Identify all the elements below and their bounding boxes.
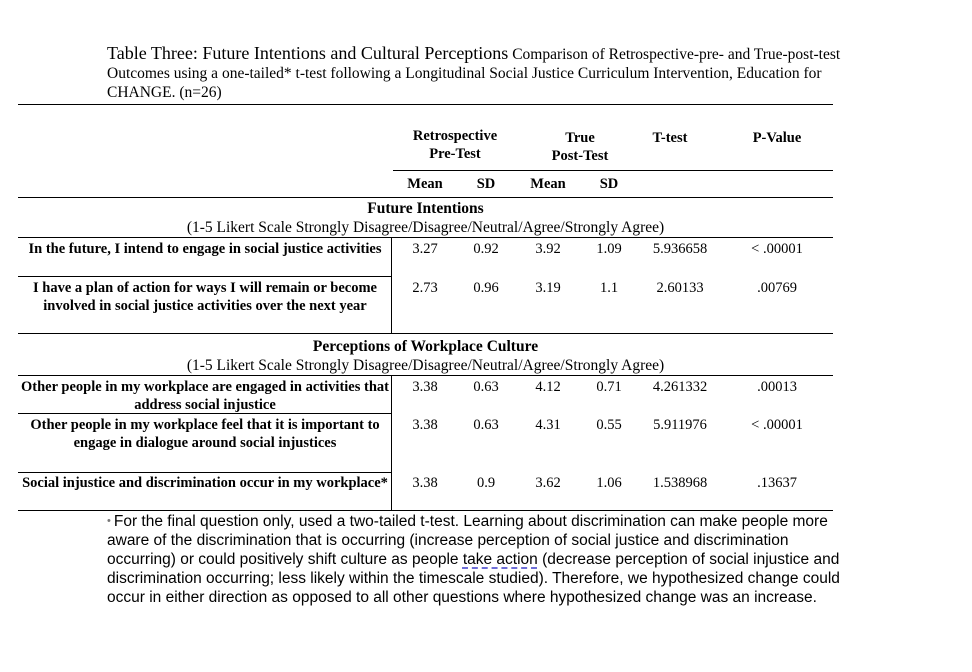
footnote-bullet: • [107, 515, 111, 527]
section-title-future-intentions: Future Intentions [367, 200, 484, 217]
header-retro-line2: Pre-Test [429, 146, 481, 162]
table-footnote [107, 512, 852, 607]
header-post-sd: SD [599, 176, 619, 192]
header-pre-mean: Mean [407, 176, 443, 192]
row-label: Other people in my workplace are engaged in activities that address social injustice [21, 379, 389, 413]
row-rule [18, 472, 391, 473]
header-true-line1: True [565, 130, 595, 146]
post-sd-cell: 1.09 [596, 241, 622, 257]
post-mean-cell: 4.12 [535, 379, 561, 395]
post-mean-cell: 3.62 [535, 475, 561, 491]
pvalue-cell: < .00001 [751, 417, 803, 433]
row-label: Other people in my workplace feel that it is important to engage in dialogue around social injustices [30, 417, 380, 451]
header-pre-sd: SD [476, 176, 496, 192]
post-sd-cell: 1.1 [599, 280, 619, 296]
pre-sd-cell: 0.96 [473, 280, 499, 296]
post-sd-cell: 0.55 [596, 417, 622, 433]
post-mean-cell: 4.31 [535, 417, 561, 433]
pre-sd-cell: 0.9 [476, 475, 496, 491]
pre-sd-cell: 0.63 [473, 379, 499, 395]
pre-mean-cell: 2.73 [412, 280, 438, 296]
pvalue-cell: .00769 [757, 280, 797, 296]
footnote-text-before: For the final question only, used a two-tailed t-test. Learning about discrimination can make people more aware of the discrimination that is occurring (increase perception of social justice and discrimination occurring) or could positively shift culture as people [107, 513, 828, 568]
header-retrospective-pretest [395, 127, 515, 163]
header-true-posttest [525, 129, 635, 165]
subheader-rule [18, 197, 833, 198]
post-mean-cell: 3.92 [535, 241, 561, 257]
pre-mean-cell: 3.38 [412, 417, 438, 433]
post-mean-cell: 3.19 [535, 280, 561, 296]
row-label: I have a plan of action for ways I will remain or become involved in social justice activities over the next year [33, 280, 377, 314]
ttest-cell: 4.261332 [652, 379, 708, 395]
ttest-cell: 2.60133 [656, 280, 704, 296]
ttest-cell: 5.936658 [652, 241, 708, 257]
footnote-text-after: (decrease perception of social injustice and discrimination occurring; less likely within the timescale studied). Therefore, we hypothesized change could occur in either direction as opposed to all other questions where hypothesized change was an increase. [107, 551, 840, 606]
row-rule [18, 276, 391, 277]
pre-mean-cell: 3.27 [412, 241, 438, 257]
pre-sd-cell: 0.63 [473, 417, 499, 433]
post-sd-cell: 0.71 [596, 379, 622, 395]
section1-rule [18, 237, 833, 238]
header-pvalue: P-Value [752, 130, 802, 146]
caption-title: Table Three: Future Intentions and Cultural Perceptions [107, 43, 509, 63]
section-divider-rule [18, 333, 833, 334]
header-ttest: T-test [652, 130, 688, 146]
header-post-mean: Mean [530, 176, 566, 192]
section-title-workplace-culture: Perceptions of Workplace Culture [312, 338, 539, 355]
header-true-line2: Post-Test [551, 148, 609, 164]
pre-sd-cell: 0.92 [473, 241, 499, 257]
post-sd-cell: 1.06 [596, 475, 622, 491]
caption-description: Comparison of Retrospective-pre- and True-post-test Outcomes using a one-tailed* t-test following a Longitudinal Social Justice Curriculum Intervention, Education for CHANGE. (n=26) [107, 46, 841, 101]
pre-mean-cell: 3.38 [412, 475, 438, 491]
bottom-rule [18, 510, 833, 511]
header-rule [393, 170, 833, 171]
pvalue-cell: .13637 [757, 475, 797, 491]
section2-rule [18, 375, 833, 376]
label-column-divider [391, 237, 392, 333]
footnote-underlined-phrase[interactable]: take action [462, 551, 538, 568]
pre-mean-cell: 3.38 [412, 379, 438, 395]
pvalue-cell: < .00001 [751, 241, 803, 257]
label-column-divider [391, 375, 392, 510]
ttest-cell: 1.538968 [652, 475, 708, 491]
section-subtitle: (1-5 Likert Scale Strongly Disagree/Disagree/Neutral/Agree/Strongly Agree) [186, 357, 665, 374]
header-retro-line1: Retrospective [412, 128, 498, 144]
top-rule [18, 104, 833, 105]
row-label: Social injustice and discrimination occur in my workplace* [22, 475, 388, 491]
pvalue-cell: .00013 [757, 379, 797, 395]
table-caption [107, 44, 867, 102]
row-label: In the future, I intend to engage in social justice activities [28, 241, 382, 257]
ttest-cell: 5.911976 [653, 417, 707, 433]
section-subtitle: (1-5 Likert Scale Strongly Disagree/Disagree/Neutral/Agree/Strongly Agree) [186, 219, 665, 236]
